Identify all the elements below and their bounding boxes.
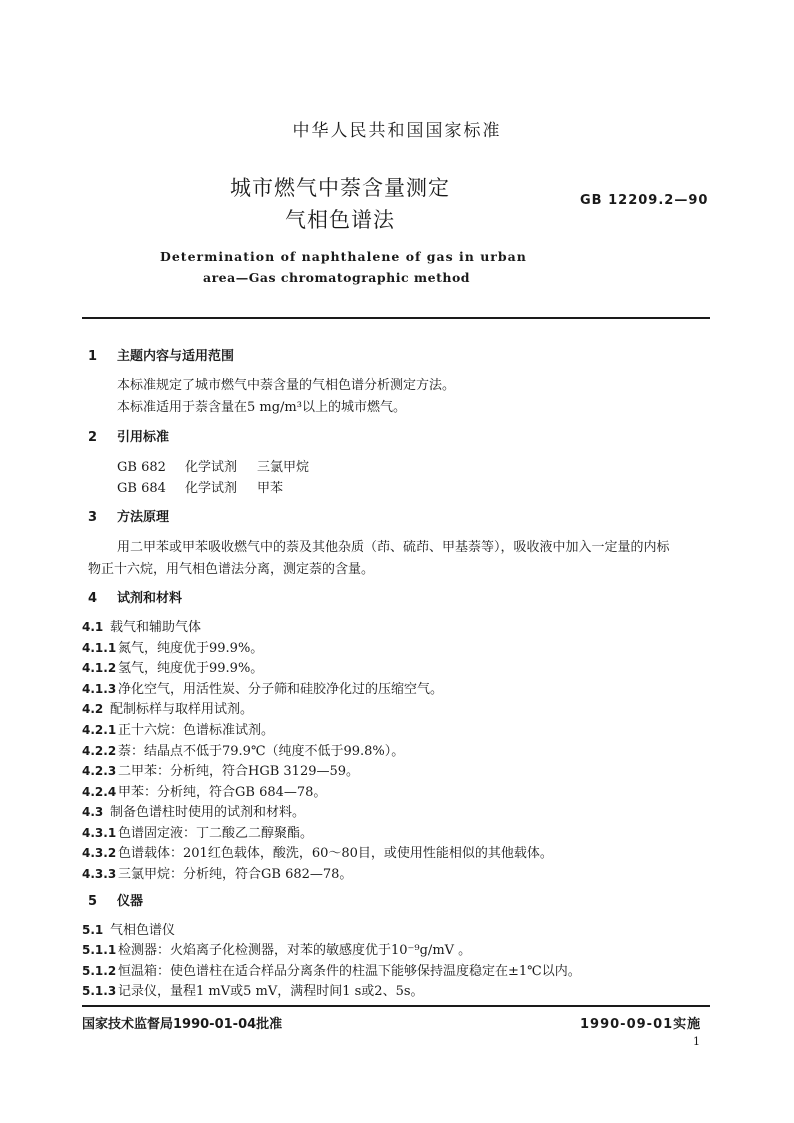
- section-3-paragraph-line2: 物正十六烷，用气相色谱法分离，测定萘的含量。: [88, 562, 375, 577]
- clause-item: [82, 842, 553, 861]
- clause-item: [82, 719, 274, 738]
- document-title-line1: 城市燃气中萘含量测定: [230, 176, 450, 200]
- clause-text: 检测器：火焰离子化检测器，对苯的敏感度优于10⁻⁹g/mV 。: [118, 943, 472, 958]
- clause-number: 5.1.1: [82, 943, 117, 957]
- clause-text: 净化空气，用活性炭、分子筛和硅胶净化过的压缩空气。: [118, 682, 444, 697]
- reference-code: GB 684: [117, 481, 166, 496]
- reference-code: GB 682: [117, 460, 166, 475]
- page-number: 1: [693, 1035, 700, 1048]
- clause-number: 4.1.1: [82, 641, 117, 655]
- clause-text: 萘：结晶点不低于79.9℃（纯度不低于99.8%）。: [118, 744, 405, 759]
- clause-number: 4.2.4: [82, 785, 117, 799]
- clause-text: 二甲苯：分析纯，符合HGB 3129—59。: [118, 764, 360, 779]
- section-number: 2: [88, 430, 98, 445]
- clause-item: [82, 960, 581, 979]
- clause-text: 恒温箱：使色谱柱在适合样品分离条件的柱温下能够保持温度稳定在±1℃以内。: [118, 964, 581, 979]
- clause-number: 4.3.2: [82, 846, 117, 860]
- section-4-heading: [88, 587, 182, 606]
- reference-name: 甲苯: [257, 481, 284, 496]
- footer-divider: [82, 1005, 710, 1007]
- clause-item: [82, 822, 313, 841]
- clause-text: 气相色谱仪: [110, 923, 176, 938]
- issuing-authority: 中华人民共和国国家标准: [292, 121, 502, 141]
- clause-text: 载气和辅助气体: [110, 620, 202, 635]
- clause-number: 4.2.3: [82, 764, 117, 778]
- section-3-paragraph-line1: 用二甲苯或甲苯吸收燃气中的萘及其他杂质（茚、硫茚、甲基萘等），吸收液中加入一定量的内标: [117, 540, 670, 555]
- clause-number: 4.3.3: [82, 867, 117, 881]
- clause-text: 氢气，纯度优于99.9%。: [118, 661, 264, 676]
- section-1-paragraph-2: 本标准适用于萘含量在5 mg/m³以上的城市燃气。: [117, 400, 406, 415]
- section-3-heading: [88, 506, 169, 525]
- clause-item: [82, 698, 253, 717]
- clause-text: 色谱载体：201红色载体，酸洗，60～80目，或使用性能相似的其他载体。: [118, 846, 553, 861]
- clause-item: [82, 740, 404, 759]
- clause-text: 配制标样与取样用试剂。: [110, 702, 254, 717]
- reference-item: [117, 456, 309, 475]
- clause-item: [82, 760, 359, 779]
- implementation-date: 1990-09-01实施: [580, 1017, 702, 1032]
- section-title: 方法原理: [117, 510, 170, 525]
- clause-item: [82, 939, 471, 958]
- section-2-heading: [88, 426, 169, 445]
- section-number: 1: [88, 349, 98, 364]
- clause-item: [82, 919, 175, 938]
- standard-code: GB 12209.2—90: [580, 193, 709, 208]
- clause-text: 三氯甲烷：分析纯，符合GB 682—78。: [118, 867, 353, 882]
- clause-item: [82, 637, 263, 656]
- clause-number: 4.2.1: [82, 723, 117, 737]
- clause-text: 氮气，纯度优于99.9%。: [118, 641, 264, 656]
- reference-item: [117, 477, 283, 496]
- clause-text: 色谱固定液：丁二酸乙二醇聚酯。: [118, 826, 314, 841]
- clause-number: 4.1.3: [82, 682, 117, 696]
- clause-text: 制备色谱柱时使用的试剂和材料。: [110, 805, 306, 820]
- section-1-paragraph-1: 本标准规定了城市燃气中萘含量的气相色谱分析测定方法。: [117, 378, 456, 393]
- clause-number: 5.1: [82, 923, 104, 937]
- clause-text: 记录仪，量程1 mV或5 mV，满程时间1 s或2、5s。: [118, 984, 424, 999]
- reference-category: 化学试剂: [185, 460, 238, 475]
- section-number: 5: [88, 894, 98, 909]
- english-title-line1: Determination of naphthalene of gas in urban: [160, 249, 527, 264]
- clause-text: 甲苯：分析纯，符合GB 684—78。: [118, 785, 327, 800]
- clause-number: 4.3.1: [82, 826, 117, 840]
- header-divider: [82, 317, 710, 319]
- clause-number: 4.1.2: [82, 661, 117, 675]
- clause-item: [82, 781, 326, 800]
- clause-item: [82, 801, 305, 820]
- section-title: 主题内容与适用范围: [117, 349, 235, 364]
- english-title-line2: area—Gas chromatographic method: [203, 270, 471, 285]
- clause-text: 正十六烷：色谱标准试剂。: [118, 723, 275, 738]
- section-number: 4: [88, 591, 98, 606]
- clause-item: [82, 616, 201, 635]
- clause-number: 5.1.2: [82, 964, 117, 978]
- reference-category: 化学试剂: [185, 481, 238, 496]
- clause-item: [82, 863, 352, 882]
- document-title-line2: 气相色谱法: [285, 208, 395, 232]
- clause-number: 5.1.3: [82, 984, 117, 998]
- section-title: 引用标准: [117, 430, 170, 445]
- clause-number: 4.2: [82, 702, 104, 716]
- section-5-heading: [88, 890, 143, 909]
- clause-item: [82, 678, 443, 697]
- clause-item: [82, 657, 263, 676]
- reference-name: 三氯甲烷: [257, 460, 310, 475]
- clause-item: [82, 980, 424, 999]
- clause-number: 4.3: [82, 805, 104, 819]
- clause-number: 4.2.2: [82, 744, 117, 758]
- section-number: 3: [88, 510, 98, 525]
- section-title: 试剂和材料: [117, 591, 183, 606]
- section-title: 仪器: [117, 894, 144, 909]
- clause-number: 4.1: [82, 620, 104, 634]
- section-1-heading: [88, 345, 234, 364]
- approval-line: 国家技术监督局1990-01-04批准: [82, 1017, 283, 1032]
